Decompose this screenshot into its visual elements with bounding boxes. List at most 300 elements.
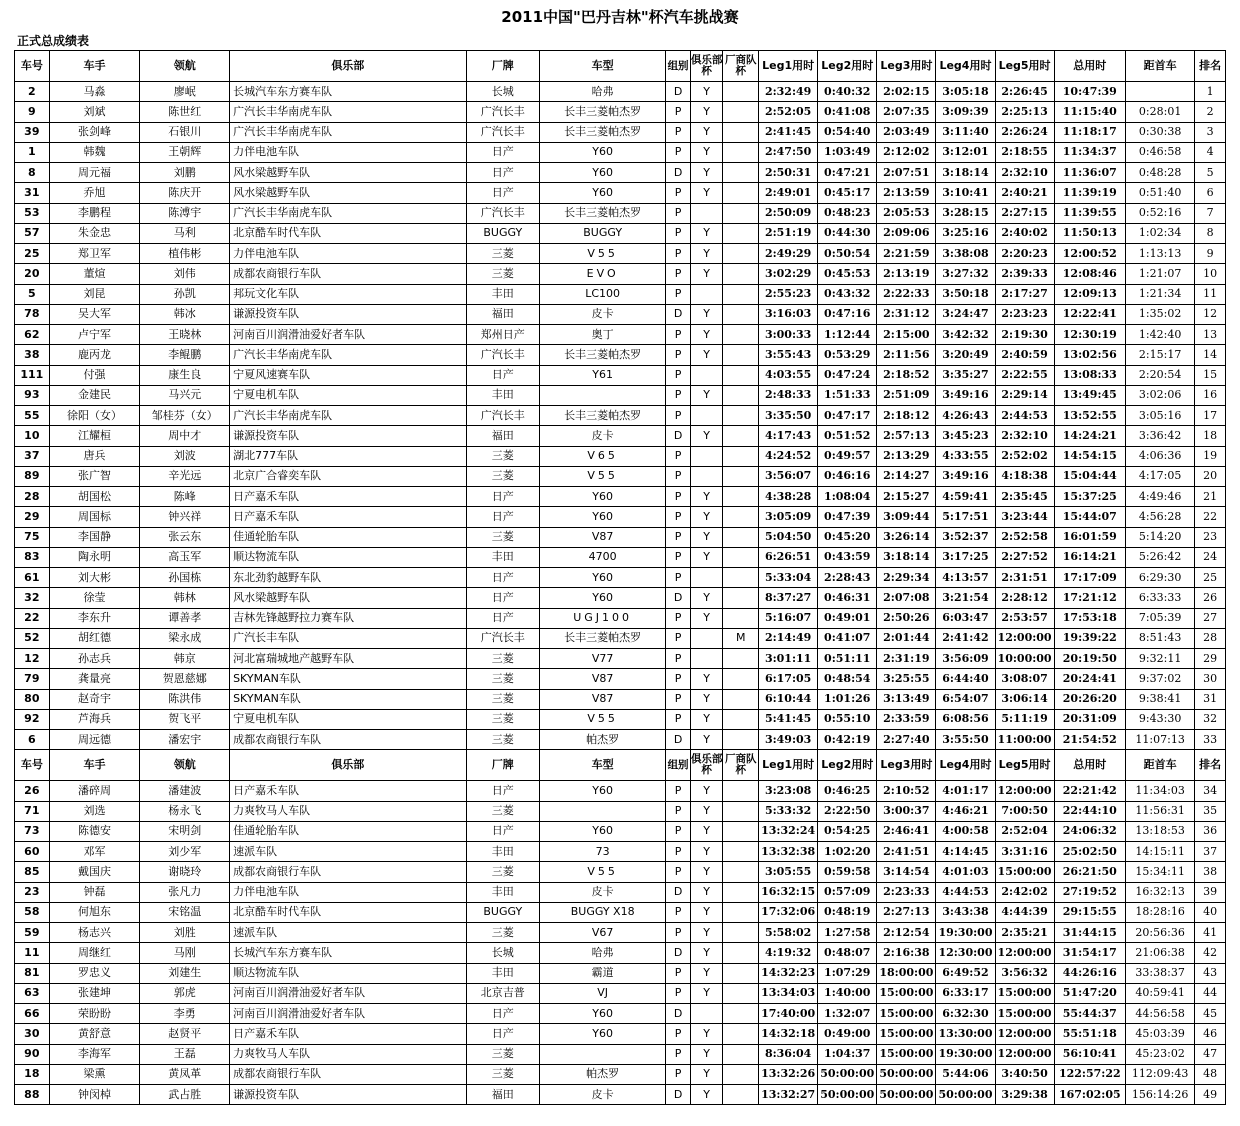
header-group: 组别 (666, 51, 690, 82)
cell-gap: 1:35:02 (1125, 304, 1194, 324)
cell-total-time: 55:51:18 (1054, 1024, 1125, 1044)
cell-leg4: 3:42:32 (936, 325, 995, 345)
cell-group: D (666, 730, 690, 750)
cell-gap: 1:21:07 (1125, 264, 1194, 284)
cell-rank: 5 (1195, 163, 1226, 183)
cell-club-cup: Y (690, 223, 723, 243)
cell-rank: 12 (1195, 304, 1226, 324)
cell-model: Y60 (539, 781, 665, 801)
cell-leg5: 3:40:50 (995, 1064, 1054, 1084)
cell-leg5: 2:20:23 (995, 244, 1054, 264)
cell-club: 河北富瑞城地产越野车队 (230, 649, 466, 669)
cell-navigator: 梁永成 (140, 628, 230, 648)
cell-club-cup: Y (690, 507, 723, 527)
cell-make: 三菱 (466, 801, 539, 821)
cell-rank: 48 (1195, 1064, 1226, 1084)
cell-leg3: 2:50:26 (877, 608, 936, 628)
cell-rank: 42 (1195, 943, 1226, 963)
header-navigator: 领航 (140, 750, 230, 781)
cell-driver: 黄舒意 (49, 1024, 140, 1044)
cell-leg1: 3:55:43 (759, 345, 818, 365)
table-row (15, 122, 1226, 142)
cell-leg4: 3:49:16 (936, 466, 995, 486)
cell-rank: 27 (1195, 608, 1226, 628)
cell-leg2: 1:12:44 (818, 325, 877, 345)
cell-leg3: 2:01:44 (877, 628, 936, 648)
cell-club-cup: Y (690, 102, 723, 122)
cell-leg3: 2:16:38 (877, 943, 936, 963)
cell-leg1: 2:32:49 (759, 82, 818, 102)
table-row (15, 244, 1226, 264)
cell-maker-team-cup (723, 183, 759, 203)
cell-navigator: 谢晓玲 (140, 862, 230, 882)
cell-navigator: 贺恩慈娜 (140, 669, 230, 689)
cell-club: 宁夏电机车队 (230, 709, 466, 729)
cell-leg2: 0:47:21 (818, 163, 877, 183)
table-row (15, 923, 1226, 943)
cell-rank: 14 (1195, 345, 1226, 365)
cell-leg1: 13:34:03 (759, 983, 818, 1003)
cell-car-no: 2 (15, 82, 50, 102)
cell-leg4: 4:01:03 (936, 862, 995, 882)
table-row (15, 102, 1226, 122)
cell-driver: 胡国松 (49, 487, 140, 507)
cell-leg1: 5:04:50 (759, 527, 818, 547)
cell-club-cup (690, 284, 723, 304)
cell-navigator: 陈溥宇 (140, 203, 230, 223)
cell-model: LC100 (539, 284, 665, 304)
cell-total-time: 11:18:17 (1054, 122, 1125, 142)
cell-driver: 乔旭 (49, 183, 140, 203)
cell-driver: 周远德 (49, 730, 140, 750)
cell-total-time: 12:08:46 (1054, 264, 1125, 284)
cell-leg3: 2:18:52 (877, 365, 936, 385)
table-row (15, 862, 1226, 882)
cell-make: 丰田 (466, 547, 539, 567)
cell-leg1: 2:52:05 (759, 102, 818, 122)
cell-leg4: 4:26:43 (936, 406, 995, 426)
header-car-no: 车号 (15, 51, 50, 82)
cell-model: BUGGY (539, 223, 665, 243)
cell-rank: 31 (1195, 689, 1226, 709)
cell-driver: 陶永明 (49, 547, 140, 567)
cell-club-cup: Y (690, 801, 723, 821)
cell-maker-team-cup (723, 781, 759, 801)
cell-total-time: 15:37:25 (1054, 487, 1125, 507)
cell-make: 日产 (466, 487, 539, 507)
cell-driver: 张广智 (49, 466, 140, 486)
cell-driver: 刘斌 (49, 102, 140, 122)
cell-maker-team-cup (723, 507, 759, 527)
cell-group: D (666, 588, 690, 608)
cell-navigator: 陈峰 (140, 487, 230, 507)
cell-model: 哈弗 (539, 943, 665, 963)
cell-club: 河南百川润滑油爱好者车队 (230, 325, 466, 345)
cell-leg1: 2:55:23 (759, 284, 818, 304)
cell-rank: 18 (1195, 426, 1226, 446)
cell-leg2: 0:40:32 (818, 82, 877, 102)
cell-leg4: 6:54:07 (936, 689, 995, 709)
cell-rank: 9 (1195, 244, 1226, 264)
cell-group: P (666, 628, 690, 648)
cell-leg1: 3:02:29 (759, 264, 818, 284)
cell-rank: 35 (1195, 801, 1226, 821)
cell-leg5: 15:00:00 (995, 983, 1054, 1003)
cell-leg1: 2:49:01 (759, 183, 818, 203)
table-row (15, 163, 1226, 183)
cell-leg4: 6:03:47 (936, 608, 995, 628)
cell-maker-team-cup (723, 426, 759, 446)
cell-maker-team-cup (723, 1064, 759, 1084)
cell-leg2: 0:41:08 (818, 102, 877, 122)
cell-leg2: 0:49:01 (818, 608, 877, 628)
table-row (15, 709, 1226, 729)
cell-leg4: 6:49:52 (936, 963, 995, 983)
cell-navigator: 刘鹏 (140, 163, 230, 183)
table-row (15, 608, 1226, 628)
header-leg5: Leg5用时 (995, 750, 1054, 781)
cell-rank: 37 (1195, 842, 1226, 862)
cell-leg1: 4:19:32 (759, 943, 818, 963)
cell-gap (1125, 82, 1194, 102)
cell-leg2: 0:48:07 (818, 943, 877, 963)
cell-maker-team-cup (723, 82, 759, 102)
cell-club-cup: Y (690, 902, 723, 922)
cell-driver: 戴国庆 (49, 862, 140, 882)
cell-maker-team-cup (723, 1024, 759, 1044)
cell-car-no: 79 (15, 669, 50, 689)
cell-leg1: 5:33:04 (759, 568, 818, 588)
cell-leg3: 2:05:53 (877, 203, 936, 223)
cell-model: V55 (539, 466, 665, 486)
header-navigator: 领航 (140, 51, 230, 82)
cell-leg2: 0:54:40 (818, 122, 877, 142)
cell-leg2: 0:55:10 (818, 709, 877, 729)
cell-model: 皮卡 (539, 426, 665, 446)
cell-rank: 22 (1195, 507, 1226, 527)
cell-gap: 18:28:16 (1125, 902, 1194, 922)
cell-total-time: 11:39:19 (1054, 183, 1125, 203)
cell-rank: 28 (1195, 628, 1226, 648)
cell-total-time: 13:02:56 (1054, 345, 1125, 365)
table-row (15, 487, 1226, 507)
cell-gap: 1:02:34 (1125, 223, 1194, 243)
table-row (15, 781, 1226, 801)
cell-navigator: 韩林 (140, 588, 230, 608)
cell-navigator: 郭虎 (140, 983, 230, 1003)
cell-leg3: 3:26:14 (877, 527, 936, 547)
cell-make: 三菱 (466, 669, 539, 689)
cell-gap: 9:37:02 (1125, 669, 1194, 689)
cell-leg5: 2:17:27 (995, 284, 1054, 304)
cell-rank: 44 (1195, 983, 1226, 1003)
table-row (15, 628, 1226, 648)
cell-rank: 23 (1195, 527, 1226, 547)
cell-club-cup: Y (690, 983, 723, 1003)
cell-model: 长丰三菱帕杰罗 (539, 102, 665, 122)
cell-club-cup: Y (690, 1024, 723, 1044)
cell-car-no: 10 (15, 426, 50, 446)
cell-leg5: 3:23:44 (995, 507, 1054, 527)
cell-leg4: 3:20:49 (936, 345, 995, 365)
cell-driver: 李国静 (49, 527, 140, 547)
cell-club: 日产嘉禾车队 (230, 487, 466, 507)
cell-total-time: 14:24:21 (1054, 426, 1125, 446)
cell-car-no: 88 (15, 1085, 50, 1105)
header-maker-team-cup: 厂商队杯 (723, 750, 759, 781)
cell-make: 三菱 (466, 923, 539, 943)
cell-gap: 45:03:39 (1125, 1024, 1194, 1044)
cell-leg2: 0:46:16 (818, 466, 877, 486)
cell-make: 广汽长丰 (466, 406, 539, 426)
cell-car-no: 23 (15, 882, 50, 902)
cell-leg2: 0:49:57 (818, 446, 877, 466)
cell-model: Y60 (539, 1024, 665, 1044)
cell-leg1: 3:56:07 (759, 466, 818, 486)
cell-driver: 朱金忠 (49, 223, 140, 243)
cell-make: 日产 (466, 608, 539, 628)
cell-total-time: 10:47:39 (1054, 82, 1125, 102)
cell-gap: 0:28:01 (1125, 102, 1194, 122)
cell-model: Y60 (539, 183, 665, 203)
cell-car-no: 80 (15, 689, 50, 709)
cell-total-time: 26:21:50 (1054, 862, 1125, 882)
cell-make: 日产 (466, 821, 539, 841)
cell-leg2: 0:47:16 (818, 304, 877, 324)
cell-maker-team-cup (723, 223, 759, 243)
cell-driver: 罗忠义 (49, 963, 140, 983)
cell-model: V55 (539, 244, 665, 264)
cell-leg1: 3:01:11 (759, 649, 818, 669)
cell-leg5: 12:00:00 (995, 1044, 1054, 1064)
header-car-no: 车号 (15, 750, 50, 781)
cell-leg4: 4:46:21 (936, 801, 995, 821)
cell-leg3: 15:00:00 (877, 1044, 936, 1064)
cell-leg3: 2:15:27 (877, 487, 936, 507)
cell-leg1: 3:00:33 (759, 325, 818, 345)
cell-maker-team-cup (723, 142, 759, 162)
cell-rank: 40 (1195, 902, 1226, 922)
cell-navigator: 植伟彬 (140, 244, 230, 264)
cell-club: 宁夏电机车队 (230, 385, 466, 405)
cell-leg5: 2:19:30 (995, 325, 1054, 345)
cell-leg1: 8:37:27 (759, 588, 818, 608)
cell-car-no: 39 (15, 122, 50, 142)
cell-leg5: 2:44:53 (995, 406, 1054, 426)
cell-model: V87 (539, 527, 665, 547)
cell-leg5: 2:40:02 (995, 223, 1054, 243)
cell-group: D (666, 1085, 690, 1105)
cell-leg3: 2:21:59 (877, 244, 936, 264)
cell-navigator: 赵贤平 (140, 1024, 230, 1044)
cell-leg4: 4:01:17 (936, 781, 995, 801)
cell-gap: 0:30:38 (1125, 122, 1194, 142)
cell-gap: 0:48:28 (1125, 163, 1194, 183)
cell-navigator: 张云东 (140, 527, 230, 547)
cell-leg3: 2:15:00 (877, 325, 936, 345)
cell-maker-team-cup (723, 284, 759, 304)
cell-leg5: 3:06:14 (995, 689, 1054, 709)
cell-club-cup: Y (690, 882, 723, 902)
cell-gap: 45:23:02 (1125, 1044, 1194, 1064)
cell-club: 邦玩文化车队 (230, 284, 466, 304)
cell-leg1: 8:36:04 (759, 1044, 818, 1064)
cell-club: 力伴电池车队 (230, 882, 466, 902)
cell-leg2: 1:27:58 (818, 923, 877, 943)
cell-group: P (666, 842, 690, 862)
table-row (15, 264, 1226, 284)
cell-navigator: 马利 (140, 223, 230, 243)
cell-total-time: 12:00:52 (1054, 244, 1125, 264)
cell-leg1: 4:38:28 (759, 487, 818, 507)
cell-car-no: 92 (15, 709, 50, 729)
cell-rank: 11 (1195, 284, 1226, 304)
cell-maker-team-cup (723, 588, 759, 608)
cell-navigator: 黄凤革 (140, 1064, 230, 1084)
cell-club: 力爽牧马人车队 (230, 1044, 466, 1064)
cell-club-cup: Y (690, 842, 723, 862)
cell-driver: 韩魏 (49, 142, 140, 162)
cell-group: P (666, 102, 690, 122)
cell-group: P (666, 466, 690, 486)
cell-leg2: 0:43:59 (818, 547, 877, 567)
cell-club-cup: Y (690, 527, 723, 547)
cell-model: UGJ100 (539, 608, 665, 628)
cell-leg3: 2:31:12 (877, 304, 936, 324)
cell-leg1: 2:50:09 (759, 203, 818, 223)
cell-car-no: 6 (15, 730, 50, 750)
cell-make: 长城 (466, 82, 539, 102)
cell-total-time: 22:21:42 (1054, 781, 1125, 801)
cell-club-cup: Y (690, 264, 723, 284)
header-model: 车型 (539, 750, 665, 781)
cell-navigator: 韩京 (140, 649, 230, 669)
cell-gap: 11:07:13 (1125, 730, 1194, 750)
cell-total-time: 11:34:37 (1054, 142, 1125, 162)
cell-model: V77 (539, 649, 665, 669)
cell-make: 丰田 (466, 284, 539, 304)
cell-club: 顺达物流车队 (230, 547, 466, 567)
cell-total-time: 20:24:41 (1054, 669, 1125, 689)
cell-model: 哈弗 (539, 82, 665, 102)
cell-group: P (666, 923, 690, 943)
cell-club: 广汽长丰华南虎车队 (230, 102, 466, 122)
cell-maker-team-cup (723, 365, 759, 385)
cell-club: 广汽长丰车队 (230, 628, 466, 648)
cell-leg5: 5:11:19 (995, 709, 1054, 729)
cell-club-cup: Y (690, 689, 723, 709)
cell-model: V55 (539, 862, 665, 882)
cell-group: P (666, 487, 690, 507)
cell-gap: 1:13:13 (1125, 244, 1194, 264)
cell-leg5: 2:42:02 (995, 882, 1054, 902)
cell-gap: 4:06:36 (1125, 446, 1194, 466)
cell-leg2: 1:03:49 (818, 142, 877, 162)
cell-navigator: 宋明剑 (140, 821, 230, 841)
cell-rank: 3 (1195, 122, 1226, 142)
cell-group: P (666, 801, 690, 821)
cell-navigator: 刘少军 (140, 842, 230, 862)
cell-total-time: 29:15:55 (1054, 902, 1125, 922)
cell-gap: 3:02:06 (1125, 385, 1194, 405)
cell-make: 长城 (466, 943, 539, 963)
header-leg5: Leg5用时 (995, 51, 1054, 82)
header-group: 组别 (666, 750, 690, 781)
table-row (15, 426, 1226, 446)
cell-maker-team-cup (723, 325, 759, 345)
cell-driver: 邓军 (49, 842, 140, 862)
table-row (15, 325, 1226, 345)
cell-club: SKYMAN车队 (230, 689, 466, 709)
cell-leg5: 2:18:55 (995, 142, 1054, 162)
cell-leg4: 3:28:15 (936, 203, 995, 223)
cell-leg3: 2:13:19 (877, 264, 936, 284)
cell-leg3: 15:00:00 (877, 1024, 936, 1044)
cell-leg1: 5:33:32 (759, 801, 818, 821)
cell-make: 福田 (466, 304, 539, 324)
cell-club-cup: Y (690, 1064, 723, 1084)
cell-car-no: 58 (15, 902, 50, 922)
cell-navigator: 王晓林 (140, 325, 230, 345)
cell-rank: 45 (1195, 1004, 1226, 1024)
cell-leg1: 3:16:03 (759, 304, 818, 324)
header-leg4: Leg4用时 (936, 750, 995, 781)
cell-leg2: 0:51:52 (818, 426, 877, 446)
cell-club-cup: Y (690, 304, 723, 324)
cell-car-no: 11 (15, 943, 50, 963)
cell-driver: 周继红 (49, 943, 140, 963)
cell-leg5: 15:00:00 (995, 862, 1054, 882)
cell-gap: 9:38:41 (1125, 689, 1194, 709)
cell-car-no: 20 (15, 264, 50, 284)
cell-leg4: 4:44:53 (936, 882, 995, 902)
cell-club: 东北劲豹越野车队 (230, 568, 466, 588)
cell-leg2: 50:00:00 (818, 1064, 877, 1084)
cell-leg5: 4:44:39 (995, 902, 1054, 922)
cell-leg3: 2:12:54 (877, 923, 936, 943)
cell-leg2: 1:08:04 (818, 487, 877, 507)
table-row (15, 82, 1226, 102)
cell-navigator: 马兴元 (140, 385, 230, 405)
cell-club: 北京广合睿奕车队 (230, 466, 466, 486)
cell-leg5: 2:35:21 (995, 923, 1054, 943)
cell-leg5: 2:22:55 (995, 365, 1054, 385)
cell-club: 河南百川润滑油爱好者车队 (230, 983, 466, 1003)
cell-leg3: 2:57:13 (877, 426, 936, 446)
cell-club-cup: Y (690, 163, 723, 183)
cell-leg2: 0:42:19 (818, 730, 877, 750)
cell-leg1: 2:41:45 (759, 122, 818, 142)
cell-model: 长丰三菱帕杰罗 (539, 203, 665, 223)
cell-leg3: 50:00:00 (877, 1064, 936, 1084)
cell-leg4: 3:17:25 (936, 547, 995, 567)
cell-car-no: 28 (15, 487, 50, 507)
cell-navigator: 陈世红 (140, 102, 230, 122)
cell-total-time: 11:39:55 (1054, 203, 1125, 223)
cell-leg2: 0:47:24 (818, 365, 877, 385)
cell-leg5: 2:28:12 (995, 588, 1054, 608)
cell-leg3: 2:07:35 (877, 102, 936, 122)
cell-driver: 吴大军 (49, 304, 140, 324)
cell-car-no: 38 (15, 345, 50, 365)
cell-leg4: 3:09:39 (936, 102, 995, 122)
cell-leg3: 3:14:54 (877, 862, 936, 882)
cell-car-no: 22 (15, 608, 50, 628)
cell-group: P (666, 862, 690, 882)
cell-car-no: 93 (15, 385, 50, 405)
cell-gap: 0:46:58 (1125, 142, 1194, 162)
cell-leg4: 5:17:51 (936, 507, 995, 527)
